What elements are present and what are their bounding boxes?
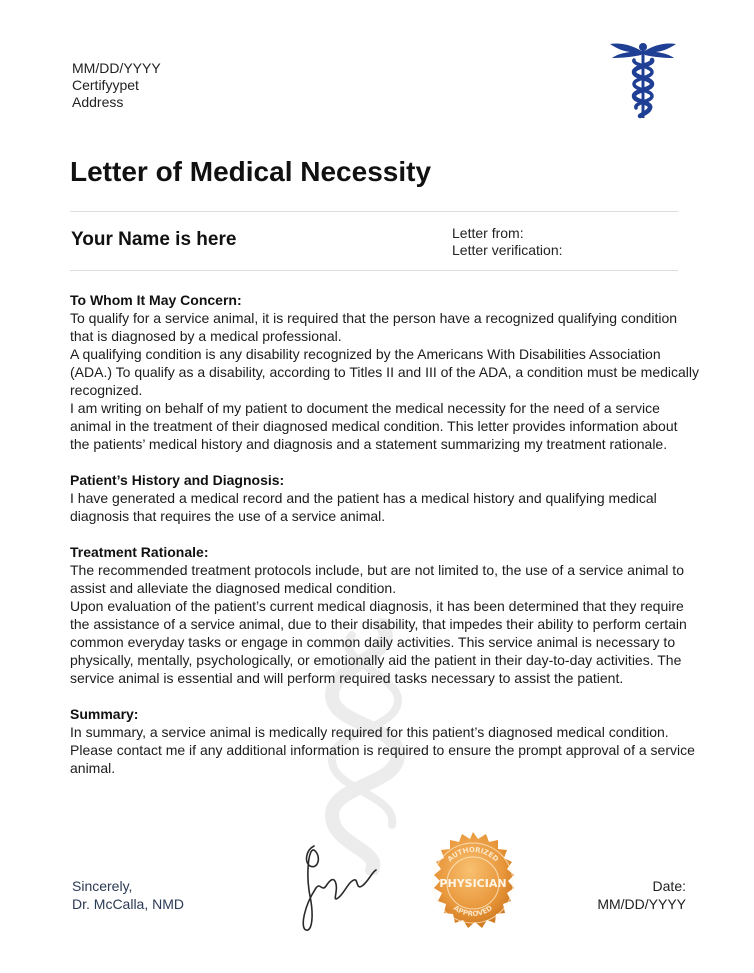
paragraph: The recommended treatment protocols include, but are not limited to, the use of a service animal to assist and alleviate the diagnosed medical condition. — [70, 562, 684, 596]
section-heading: Summary: — [70, 706, 139, 722]
divider-bottom — [70, 270, 678, 271]
date-label: Date: — [652, 878, 686, 894]
letter-meta — [452, 225, 563, 259]
closing-block — [72, 877, 184, 913]
section-rationale — [70, 543, 700, 687]
paragraph: In summary, a service animal is medically required for this patient’s diagnosed medical condition. Please contact me if any additional information is required to ensure the prompt approval of a service animal. — [70, 724, 695, 776]
seal-center-text: PHYSICIAN — [439, 877, 507, 890]
signature-icon — [292, 836, 382, 936]
section-heading: Patient’s History and Diagnosis: — [70, 472, 285, 488]
divider-top — [70, 211, 678, 212]
header-date: MM/DD/YYYY — [72, 60, 161, 76]
section-heading: Treatment Rationale: — [70, 544, 209, 560]
section-heading: To Whom It May Concern: — [70, 292, 242, 308]
section-history — [70, 471, 700, 525]
section-to-whom — [70, 291, 700, 453]
letter-title: Letter of Medical Necessity — [70, 156, 432, 187]
date-block — [597, 877, 686, 913]
paragraph: I have generated a medical record and the patient has a medical history and qualifying medical diagnosis that requires the use of a service animal. — [70, 490, 657, 524]
recipient-name: Your Name is here — [71, 229, 237, 250]
seal-top-text: AUTHORIZED — [446, 845, 500, 864]
date-value: MM/DD/YYYY — [597, 896, 686, 912]
section-summary — [70, 705, 700, 777]
paragraph: I am writing on behalf of my patient to document the medical necessity for the need of a service animal in the treatment of their diagnosed medical condition. This letter provides information about the patients’ medical history and diagnosis and a statement summarizing my treatment rationale. — [70, 400, 678, 452]
caduceus-icon — [608, 38, 678, 120]
paragraph: Upon evaluation of the patient’s current medical diagnosis, it has been determined that they require the assistance of a service animal, due to their disability, that impedes their ability to perform certain common everyday tasks or engage in common daily activities. This service animal is necessary to physically, mentally, psychologically, or emotionally aid the patient in their day-to-day activities. The service animal is essential and will perform required tasks necessary to assist the patient. — [70, 598, 687, 686]
sender-info — [72, 60, 161, 111]
doctor-name: Dr. McCalla, NMD — [72, 896, 185, 912]
gold-seal-icon — [420, 830, 526, 936]
letter-verification-label: Letter verification: — [452, 242, 563, 258]
sincerely-text: Sincerely, — [72, 878, 133, 894]
header-company: Certifyypet — [72, 77, 139, 93]
header-address: Address — [72, 94, 124, 110]
letter-from-label: Letter from: — [452, 225, 524, 241]
letter-body — [70, 291, 700, 795]
seal-bottom-text: APPROVED — [451, 903, 495, 919]
paragraph: To qualify for a service animal, it is required that the person have a recognized qualifying condition that is diagnosed by a medical professional. — [70, 310, 678, 344]
paragraph: A qualifying condition is any disability recognized by the Americans With Disabilities Association (ADA.) To qualify as a disability, according to Titles II and III of the ADA, a condition must be medically recognized. — [70, 346, 700, 398]
